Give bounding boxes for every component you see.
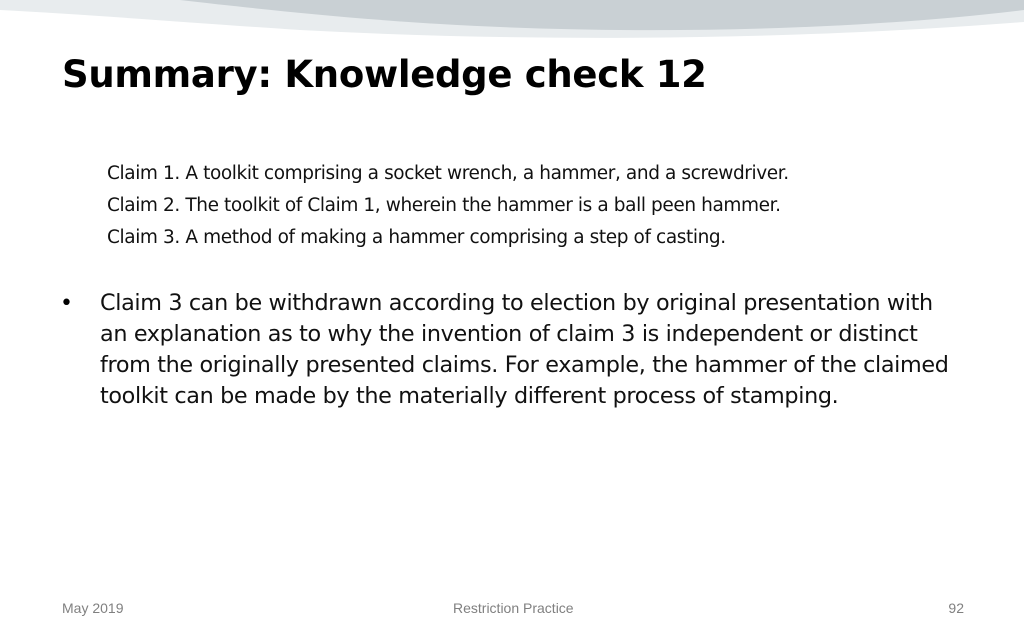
slide-number: 92	[948, 600, 964, 616]
top-banner-decoration	[0, 0, 1024, 48]
claim-2: Claim 2. The toolkit of Claim 1, wherein the hammer is a ball peen hammer.	[107, 195, 781, 216]
slide-title: Summary: Knowledge check 12	[62, 53, 707, 96]
bullet-point	[60, 288, 965, 412]
claim-1: Claim 1. A toolkit comprising a socket wrench, a hammer, and a screwdriver.	[107, 163, 789, 184]
claim-3: Claim 3. A method of making a hammer comprising a step of casting.	[107, 227, 726, 248]
footer-title: Restriction Practice	[453, 600, 574, 616]
footer-date: May 2019	[62, 600, 124, 616]
bullet-marker: •	[60, 291, 73, 316]
bullet-text: Claim 3 can be withdrawn according to election by original presentation with an explanation as to why the invention of claim 3 is independent or distinct from the originally presented claims. For example, the hammer of the claimed toolkit can be made by the materially different process of stamping.	[100, 290, 949, 409]
claims-list	[107, 158, 987, 254]
